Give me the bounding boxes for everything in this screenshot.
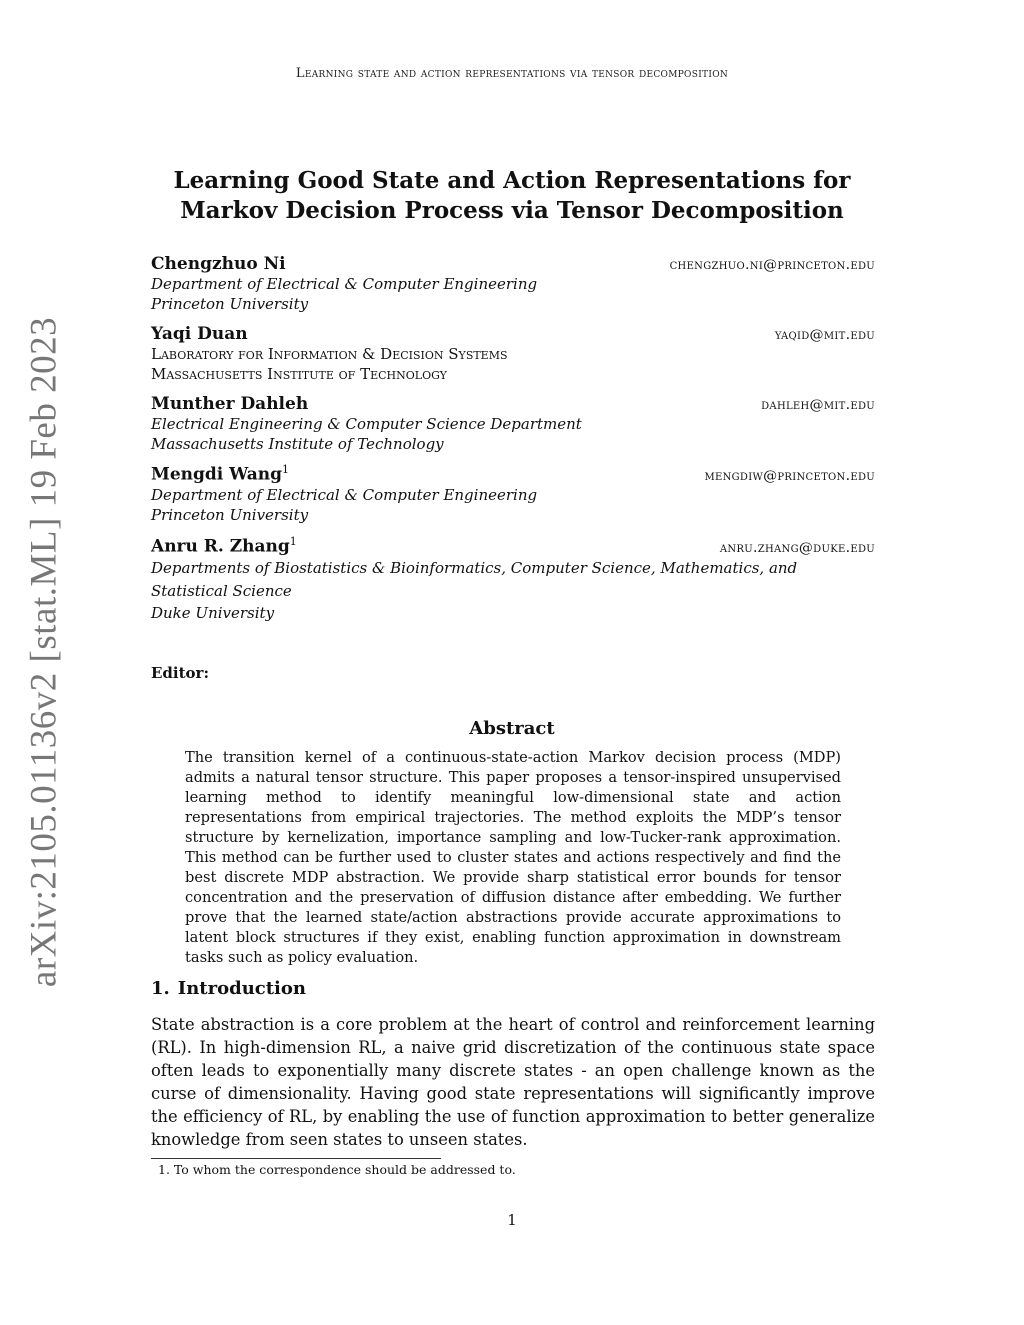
introduction-text: State abstraction is a core problem at the heart of control and reinforcement learning (RL). In high-dimension RL, a naive grid discretization of the continuous state space often leads to exponentially many discrete states - an open challenge known as the curse of dimensionality. Having good state representations will significantly improve the efficiency of RL, by enabling the use of function approximation to better generalize knowledge from seen states to unseen states. — [151, 1015, 875, 1149]
author-block — [151, 535, 875, 623]
author-affiliation: Department of Electrical & Computer Engineering — [151, 485, 538, 504]
author-email[interactable]: dahleh@mit.edu — [761, 397, 875, 413]
author-institution: Massachusetts Institute of Technology — [151, 365, 447, 383]
footnote-mark: 1 — [289, 535, 297, 548]
author-institution: Princeton University — [151, 295, 309, 313]
abstract-text: The transition kernel of a continuous-state-action Markov decision process (MDP) admits a natural tensor structure. This paper proposes a tensor-inspired unsupervised learning method to identify meaningful low-dimensional state and action representations from empirical trajectories. The method exploits the MDP’s tensor structure by kernelization, importance sampling and low-Tucker-rank approximation. This method can be further used to cluster states and actions respectively and find the best discrete MDP abstraction. We provide sharp statistical error bounds for tensor concentration and the preservation of diffusion distance after embedding. We further prove that the learned state/action abstractions provide accurate approximations to latent block structures if they exist, enabling function approximation in downstream tasks such as policy evaluation. — [185, 749, 841, 966]
footnote-mark: 1 — [282, 463, 290, 476]
author-block — [151, 254, 875, 314]
author-email[interactable]: chengzhuo.ni@princeton.edu — [669, 257, 875, 273]
author-name: Yaqi Duan — [151, 324, 248, 344]
arxiv-stamp: arXiv:2105.01136v2 [stat.ML] 19 Feb 2023 — [23, 316, 65, 988]
section-heading — [151, 978, 314, 999]
running-head: Learning state and action representations via tensor decomposition — [295, 66, 729, 81]
author-email[interactable]: yaqid@mit.edu — [774, 327, 875, 343]
section-number: 1. — [151, 978, 170, 999]
author-institution: Princeton University — [151, 505, 309, 524]
author-email[interactable]: anru.zhang@duke.edu — [719, 539, 875, 556]
abstract-heading: Abstract — [469, 718, 555, 739]
footnote-divider — [151, 1158, 441, 1159]
author-affiliation: Laboratory for Information & Decision Systems — [151, 345, 508, 363]
author-affiliation: Department of Electrical & Computer Engineering — [151, 275, 538, 293]
paper-title: Learning Good State and Action Representations for Markov Decision Process via Tensor Decomposition — [173, 167, 851, 224]
author-block — [151, 394, 875, 454]
footnote: 1. To whom the correspondence should be addressed to. — [158, 1162, 516, 1177]
author-name: Chengzhuo Ni — [151, 254, 286, 274]
author-institution: Duke University — [151, 603, 275, 622]
author-block — [151, 324, 875, 384]
author-affiliation: Electrical Engineering & Computer Science Department — [151, 415, 582, 433]
author-block — [151, 463, 875, 525]
author-name: Anru R. Zhang$^1$ — [151, 535, 297, 557]
author-institution: Massachusetts Institute of Technology — [151, 435, 444, 453]
author-name: Mengdi Wang$^1$ — [151, 463, 290, 485]
section-title: Introduction — [177, 978, 306, 999]
page-number: 1 — [507, 1211, 517, 1229]
author-affiliation: Departments of Biostatistics & Bioinformatics, Computer Science, Mathematics, and Statistical Science — [151, 558, 798, 600]
author-email[interactable]: mengdiw@princeton.edu — [704, 467, 875, 484]
author-name: Munther Dahleh — [151, 394, 309, 414]
editor-label: Editor: — [151, 664, 209, 682]
